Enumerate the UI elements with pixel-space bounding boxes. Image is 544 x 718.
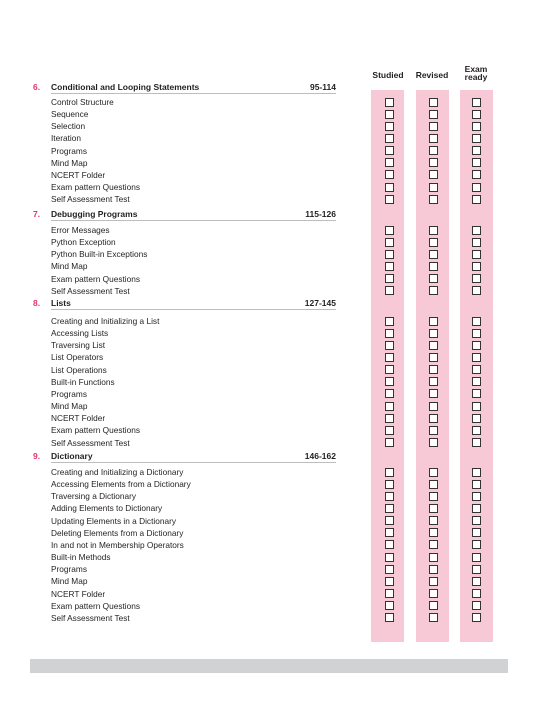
exam-ready-checkbox[interactable] [472,565,481,574]
revised-checkbox[interactable] [429,492,438,501]
exam-ready-checkbox[interactable] [472,329,481,338]
revised-checkbox[interactable] [429,613,438,622]
revised-checkbox[interactable] [429,528,438,537]
topic-item: Self Assessment Test [51,194,130,205]
studied-checkbox[interactable] [385,480,394,489]
chapter-number: 7. [33,209,41,219]
exam-ready-checkbox[interactable] [472,528,481,537]
exam-ready-checkbox[interactable] [472,317,481,326]
studied-checkbox[interactable] [385,286,394,295]
studied-checkbox[interactable] [385,504,394,513]
revised-checkbox[interactable] [429,134,438,143]
revised-checkbox[interactable] [429,438,438,447]
topic-item: Built-in Functions [51,376,115,387]
revised-checkbox[interactable] [429,353,438,362]
studied-checkbox[interactable] [385,389,394,398]
revised-checkbox[interactable] [429,414,438,423]
studied-checkbox[interactable] [385,377,394,386]
topic-item: Mind Map [51,576,88,587]
topic-item: List Operations [51,364,107,375]
studied-checkbox[interactable] [385,170,394,179]
exam-ready-checkbox[interactable] [472,365,481,374]
topic-item: Self Assessment Test [51,612,130,623]
revised-checkbox[interactable] [429,565,438,574]
studied-checkbox[interactable] [385,98,394,107]
revised-checkbox[interactable] [429,158,438,167]
studied-checkbox[interactable] [385,565,394,574]
revised-checkbox[interactable] [429,577,438,586]
studied-checkbox[interactable] [385,329,394,338]
studied-checkbox[interactable] [385,402,394,411]
exam-ready-checkbox[interactable] [472,274,481,283]
topic-item: Built-in Methods [51,552,111,563]
exam-ready-checkbox[interactable] [472,195,481,204]
studied-checkbox[interactable] [385,146,394,155]
revised-checkbox[interactable] [429,262,438,271]
chapter-pages: 127-145 [304,298,336,308]
topic-item: Python Built-in Exceptions [51,249,148,260]
exam-ready-checkbox[interactable] [472,183,481,192]
exam-ready-header [446,65,506,81]
exam-ready-checkbox[interactable] [472,286,481,295]
revised-checkbox[interactable] [429,183,438,192]
exam-ready-checkbox[interactable] [472,226,481,235]
exam-ready-checkbox[interactable] [472,377,481,386]
footer-bar [30,659,508,673]
topic-item: Mind Map [51,261,88,272]
studied-header: Studied [372,70,404,80]
topic-item: Self Assessment Test [51,285,130,296]
studied-checkbox[interactable] [385,540,394,549]
revised-checkbox[interactable] [429,341,438,350]
revised-checkbox[interactable] [429,589,438,598]
studied-checkbox[interactable] [385,426,394,435]
topic-item: Exam pattern Questions [51,273,141,284]
studied-checkbox[interactable] [385,317,394,326]
topic-item: Selection [51,121,86,132]
topic-item: Updating Elements in a Dictionary [51,515,176,526]
topic-item: Programs [51,388,87,399]
exam-ready-checkbox[interactable] [472,468,481,477]
exam-ready-checkbox[interactable] [472,613,481,622]
studied-checkbox[interactable] [385,195,394,204]
topic-item: Programs [51,145,87,156]
exam-ready-header-line1: Exam [464,64,488,74]
exam-ready-checkbox[interactable] [472,438,481,447]
exam-ready-checkbox[interactable] [472,414,481,423]
revised-checkbox[interactable] [429,377,438,386]
topic-item: Programs [51,564,87,575]
revised-checkbox[interactable] [429,426,438,435]
revised-checkbox[interactable] [429,317,438,326]
topic-item: Python Exception [51,237,116,248]
revised-checkbox[interactable] [429,195,438,204]
studied-checkbox[interactable] [385,553,394,562]
studied-checkbox[interactable] [385,341,394,350]
exam-ready-checkbox[interactable] [472,589,481,598]
revised-checkbox[interactable] [429,170,438,179]
exam-ready-checkbox[interactable] [472,492,481,501]
studied-checkbox[interactable] [385,238,394,247]
exam-ready-checkbox[interactable] [472,146,481,155]
revised-checkbox[interactable] [429,553,438,562]
studied-checkbox[interactable] [385,468,394,477]
exam-ready-checkbox[interactable] [472,134,481,143]
exam-ready-checkbox[interactable] [472,250,481,259]
chapter-title: Dictionary [51,451,93,461]
exam-ready-checkbox[interactable] [472,262,481,271]
topic-item: Creating and Initializing a List [51,316,160,326]
topic-item: NCERT Folder [51,169,106,180]
studied-checkbox[interactable] [385,353,394,362]
topic-item: Mind Map [51,401,88,412]
topic-item: Exam pattern Questions [51,600,141,611]
revised-checkbox[interactable] [429,238,438,247]
studied-checkbox[interactable] [385,577,394,586]
revised-checkbox[interactable] [429,122,438,131]
topic-item: Traversing a Dictionary [51,491,136,502]
revised-checkbox[interactable] [429,540,438,549]
studied-checkbox[interactable] [385,183,394,192]
chapter-number: 6. [33,82,41,92]
exam-ready-checkbox[interactable] [472,389,481,398]
exam-ready-checkbox[interactable] [472,98,481,107]
chapter-title: Debugging Programs [51,209,138,219]
revised-checkbox[interactable] [429,402,438,411]
studied-checkbox[interactable] [385,414,394,423]
chapter-pages: 95-114 [310,82,336,92]
exam-ready-checkbox[interactable] [472,540,481,549]
exam-ready-checkbox[interactable] [472,553,481,562]
topic-item: Accessing Elements from a Dictionary [51,479,191,490]
revised-checkbox[interactable] [429,516,438,525]
chapter-divider [51,462,336,463]
topic-item: Mind Map [51,157,88,168]
chapter-number: 9. [33,451,41,461]
revised-checkbox[interactable] [429,480,438,489]
chapter-pages: 146-162 [304,451,336,461]
revised-checkbox[interactable] [429,226,438,235]
exam-ready-checkbox[interactable] [472,402,481,411]
exam-ready-checkbox[interactable] [472,516,481,525]
revised-checkbox[interactable] [429,286,438,295]
studied-checkbox[interactable] [385,262,394,271]
exam-ready-checkbox[interactable] [472,504,481,513]
exam-ready-checkbox[interactable] [472,601,481,610]
topic-item: NCERT Folder [51,413,106,424]
revised-checkbox[interactable] [429,110,438,119]
chapter-title: Lists [51,298,71,308]
revised-checkbox[interactable] [429,250,438,259]
studied-checkbox[interactable] [385,110,394,119]
topic-item: Traversing List [51,340,106,351]
chapter-pages: 115-126 [305,209,336,219]
exam-ready-checkbox[interactable] [472,577,481,586]
exam-ready-checkbox[interactable] [472,341,481,350]
studied-checkbox[interactable] [385,528,394,537]
chapter-divider [51,309,336,310]
topic-item: Adding Elements to Dictionary [51,503,163,514]
revised-checkbox[interactable] [429,389,438,398]
exam-ready-checkbox[interactable] [472,426,481,435]
topic-item: Creating and Initializing a Dictionary [51,467,184,477]
studied-checkbox[interactable] [385,158,394,167]
revised-checkbox[interactable] [429,365,438,374]
topic-item: Accessing Lists [51,328,109,339]
studied-checkbox[interactable] [385,274,394,283]
studied-checkbox[interactable] [385,601,394,610]
topic-item: Exam pattern Questions [51,182,141,193]
revised-checkbox[interactable] [429,146,438,155]
topic-item: Control Structure [51,97,114,107]
exam-ready-checkbox[interactable] [472,238,481,247]
studied-checkbox[interactable] [385,122,394,131]
exam-ready-checkbox[interactable] [472,110,481,119]
studied-checkbox[interactable] [385,613,394,622]
topic-item: Iteration [51,133,81,144]
exam-ready-checkbox[interactable] [472,170,481,179]
studied-checkbox[interactable] [385,226,394,235]
studied-checkbox[interactable] [385,250,394,259]
revised-checkbox[interactable] [429,601,438,610]
chapter-divider [51,93,336,94]
chapter-divider [51,220,336,221]
topic-item: Exam pattern Questions [51,425,141,436]
chapter-title: Conditional and Looping Statements [51,82,200,92]
studied-checkbox[interactable] [385,516,394,525]
topic-item: In and not in Membership Operators [51,539,184,550]
revised-checkbox[interactable] [429,98,438,107]
chapter-number: 8. [33,298,41,308]
topic-item: Deleting Elements from a Dictionary [51,527,184,538]
topic-item: Sequence [51,109,89,120]
revised-checkbox[interactable] [429,504,438,513]
exam-ready-checkbox[interactable] [472,122,481,131]
studied-checkbox[interactable] [385,134,394,143]
topic-item: Self Assessment Test [51,437,130,448]
revised-header: Revised [415,70,449,80]
topic-item: NCERT Folder [51,588,106,599]
exam-ready-checkbox[interactable] [472,158,481,167]
studied-checkbox[interactable] [385,589,394,598]
studied-checkbox[interactable] [385,438,394,447]
topic-item: Error Messages [51,225,110,235]
revised-checkbox[interactable] [429,274,438,283]
exam-ready-checkbox[interactable] [472,353,481,362]
revised-checkbox[interactable] [429,468,438,477]
revised-checkbox[interactable] [429,329,438,338]
topic-item: List Operators [51,352,104,363]
studied-checkbox[interactable] [385,365,394,374]
exam-ready-checkbox[interactable] [472,480,481,489]
studied-checkbox[interactable] [385,492,394,501]
exam-ready-header-line2: ready [464,72,488,82]
